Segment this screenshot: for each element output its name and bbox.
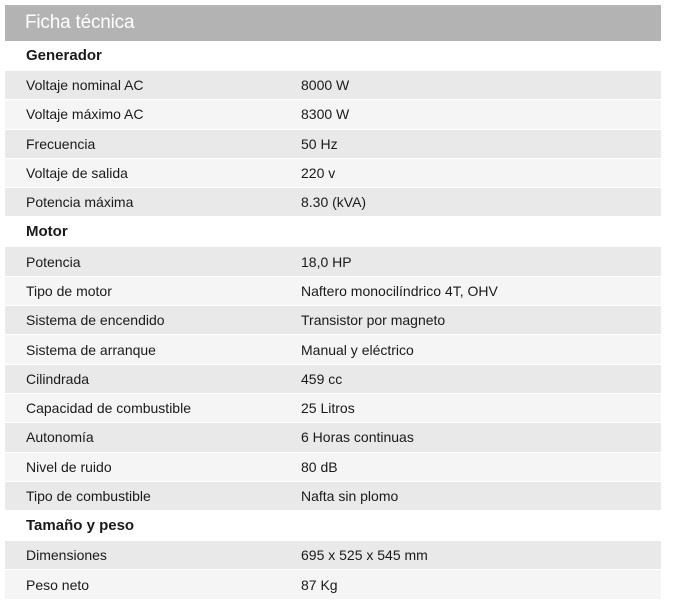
row-label: Voltaje de salida xyxy=(26,165,128,182)
row-label: Voltaje máximo AC xyxy=(26,106,144,123)
table-row xyxy=(5,394,661,423)
spec-sheet xyxy=(5,5,661,600)
row-label: Potencia máxima xyxy=(26,194,134,211)
row-value: 8300 W xyxy=(301,106,350,123)
row-value: 87 Kg xyxy=(301,576,338,593)
table-row xyxy=(5,570,661,599)
row-label: Tipo de motor xyxy=(26,282,112,299)
table-row xyxy=(5,482,661,511)
row-value: 8000 W xyxy=(301,77,350,94)
row-value: 8.30 (kVA) xyxy=(301,194,367,211)
table-row xyxy=(5,71,661,100)
table-row xyxy=(5,335,661,364)
table-row xyxy=(5,130,661,159)
row-value: Manual y eléctrico xyxy=(301,341,414,358)
row-label: Sistema de encendido xyxy=(26,312,165,329)
section-heading-generador: Generador xyxy=(5,41,661,71)
row-value: 25 Litros xyxy=(301,400,355,417)
table-row xyxy=(5,365,661,394)
row-value: Nafta sin plomo xyxy=(301,488,399,504)
table-row xyxy=(5,541,661,570)
row-value: 80 dB xyxy=(301,458,338,475)
row-value: Transistor por magneto xyxy=(301,312,446,329)
table-row xyxy=(5,188,661,217)
section-heading-tamano-peso: Tamaño y peso xyxy=(5,511,661,541)
row-label: Autonomía xyxy=(26,429,94,446)
row-label: Voltaje nominal AC xyxy=(26,77,144,94)
row-value: 459 cc xyxy=(301,370,343,387)
row-value: 18,0 HP xyxy=(301,253,352,270)
table-row xyxy=(5,277,661,306)
table-row xyxy=(5,159,661,188)
table-row xyxy=(5,100,661,129)
row-label: Frecuencia xyxy=(26,135,96,152)
table-row xyxy=(5,306,661,335)
table-row xyxy=(5,247,661,276)
row-label: Tipo de combustible xyxy=(26,488,151,504)
row-label: Capacidad de combustible xyxy=(26,400,191,417)
row-label: Dimensiones xyxy=(26,547,107,564)
section-heading-motor: Motor xyxy=(5,217,661,247)
row-value: 6 Horas continuas xyxy=(301,429,414,446)
row-value: 220 v xyxy=(301,165,336,182)
sheet-title: Ficha técnica xyxy=(5,5,661,41)
row-value: 695 x 525 x 545 mm xyxy=(301,547,428,564)
row-label: Potencia xyxy=(26,253,81,270)
row-label: Cilindrada xyxy=(26,370,90,387)
table-row xyxy=(5,453,661,482)
row-label: Peso neto xyxy=(26,576,90,593)
row-value: 50 Hz xyxy=(301,135,338,152)
row-label: Sistema de arranque xyxy=(26,341,156,358)
table-row xyxy=(5,423,661,452)
row-value: Naftero monocilíndrico 4T, OHV xyxy=(301,282,498,299)
row-label: Nivel de ruido xyxy=(26,458,112,475)
